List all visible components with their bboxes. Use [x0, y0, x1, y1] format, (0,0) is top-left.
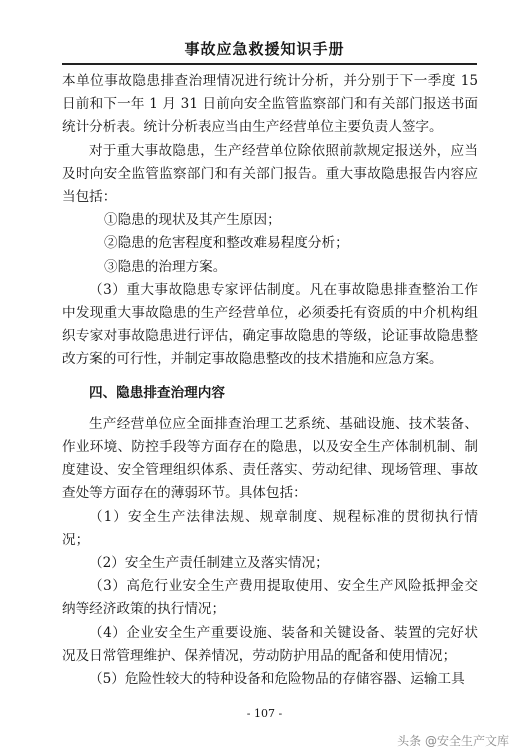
page-number: - 107 -: [246, 707, 283, 720]
list-item: （5）危险性较大的特种设备和危险物品的存储容器、运输工具: [89, 671, 465, 688]
list-item: （3）高危行业安全生产费用提取使用、安全生产风险抵押金交纳等经济政策的执行情况；: [62, 578, 478, 618]
paragraph: （3）重大事故隐患专家评估制度。凡在事故隐患排查整治工作中发现重大事故隐患的生产经营单位，必须委托有资质的中介机构组织专家对事故隐患进行评估，确定事故隐患的等级，论证事故隐患整改方案的可行性，并制定事故隐患整改的技术措施和应急方案。: [62, 281, 478, 368]
list-item: （2）安全生产责任制建立及落实情况；: [89, 555, 329, 572]
paragraph: 本单位事故隐患排查治理情况进行统计分析，并分别于下一季度 15 日前和下一年 1 月 31 日前向安全监管监察部门和有关部门报送书面统计分析表。统计分析表应当由生产经营单位主要负责人签字。: [62, 73, 478, 136]
paragraph: 对于重大事故隐患，生产经营单位除依照前款规定报送外，应当及时向安全监管监察部门和有关部门报告。重大事故隐患报告内容应当包括：: [62, 142, 478, 206]
section-heading: 四、隐患排查治理内容: [89, 384, 225, 401]
list-item: ③隐患的治理方案。: [104, 258, 227, 275]
list-item: （1）安全生产法律法规、规章制度、规程标准的贯彻执行情况；: [62, 508, 478, 548]
watermark: 头条 @安全生产文库: [397, 734, 509, 748]
page-header-title: 事故应急救援知识手册: [184, 40, 345, 58]
list-item: ①隐患的现状及其产生原因；: [104, 212, 281, 229]
document-body: [62, 70, 478, 691]
header-divider: [62, 63, 477, 65]
list-item: ②隐患的危害程度和整改难易程度分析；: [104, 235, 349, 252]
list-item: （4）企业安全生产重要设施、装备和关键设备、装置的完好状况及日常管理维护、保养情况，劳动防护用品的配备和使用情况；: [62, 624, 478, 664]
paragraph: 生产经营单位应全面排查治理工艺系统、基础设施、技术装备、作业环境、防控手段等方面存在的隐患，以及安全生产体制机制、制度建设、安全管理组织体系、责任落实、劳动纪律、现场管理、事故查处等方面存在的薄弱环节。具体包括：: [62, 415, 478, 502]
